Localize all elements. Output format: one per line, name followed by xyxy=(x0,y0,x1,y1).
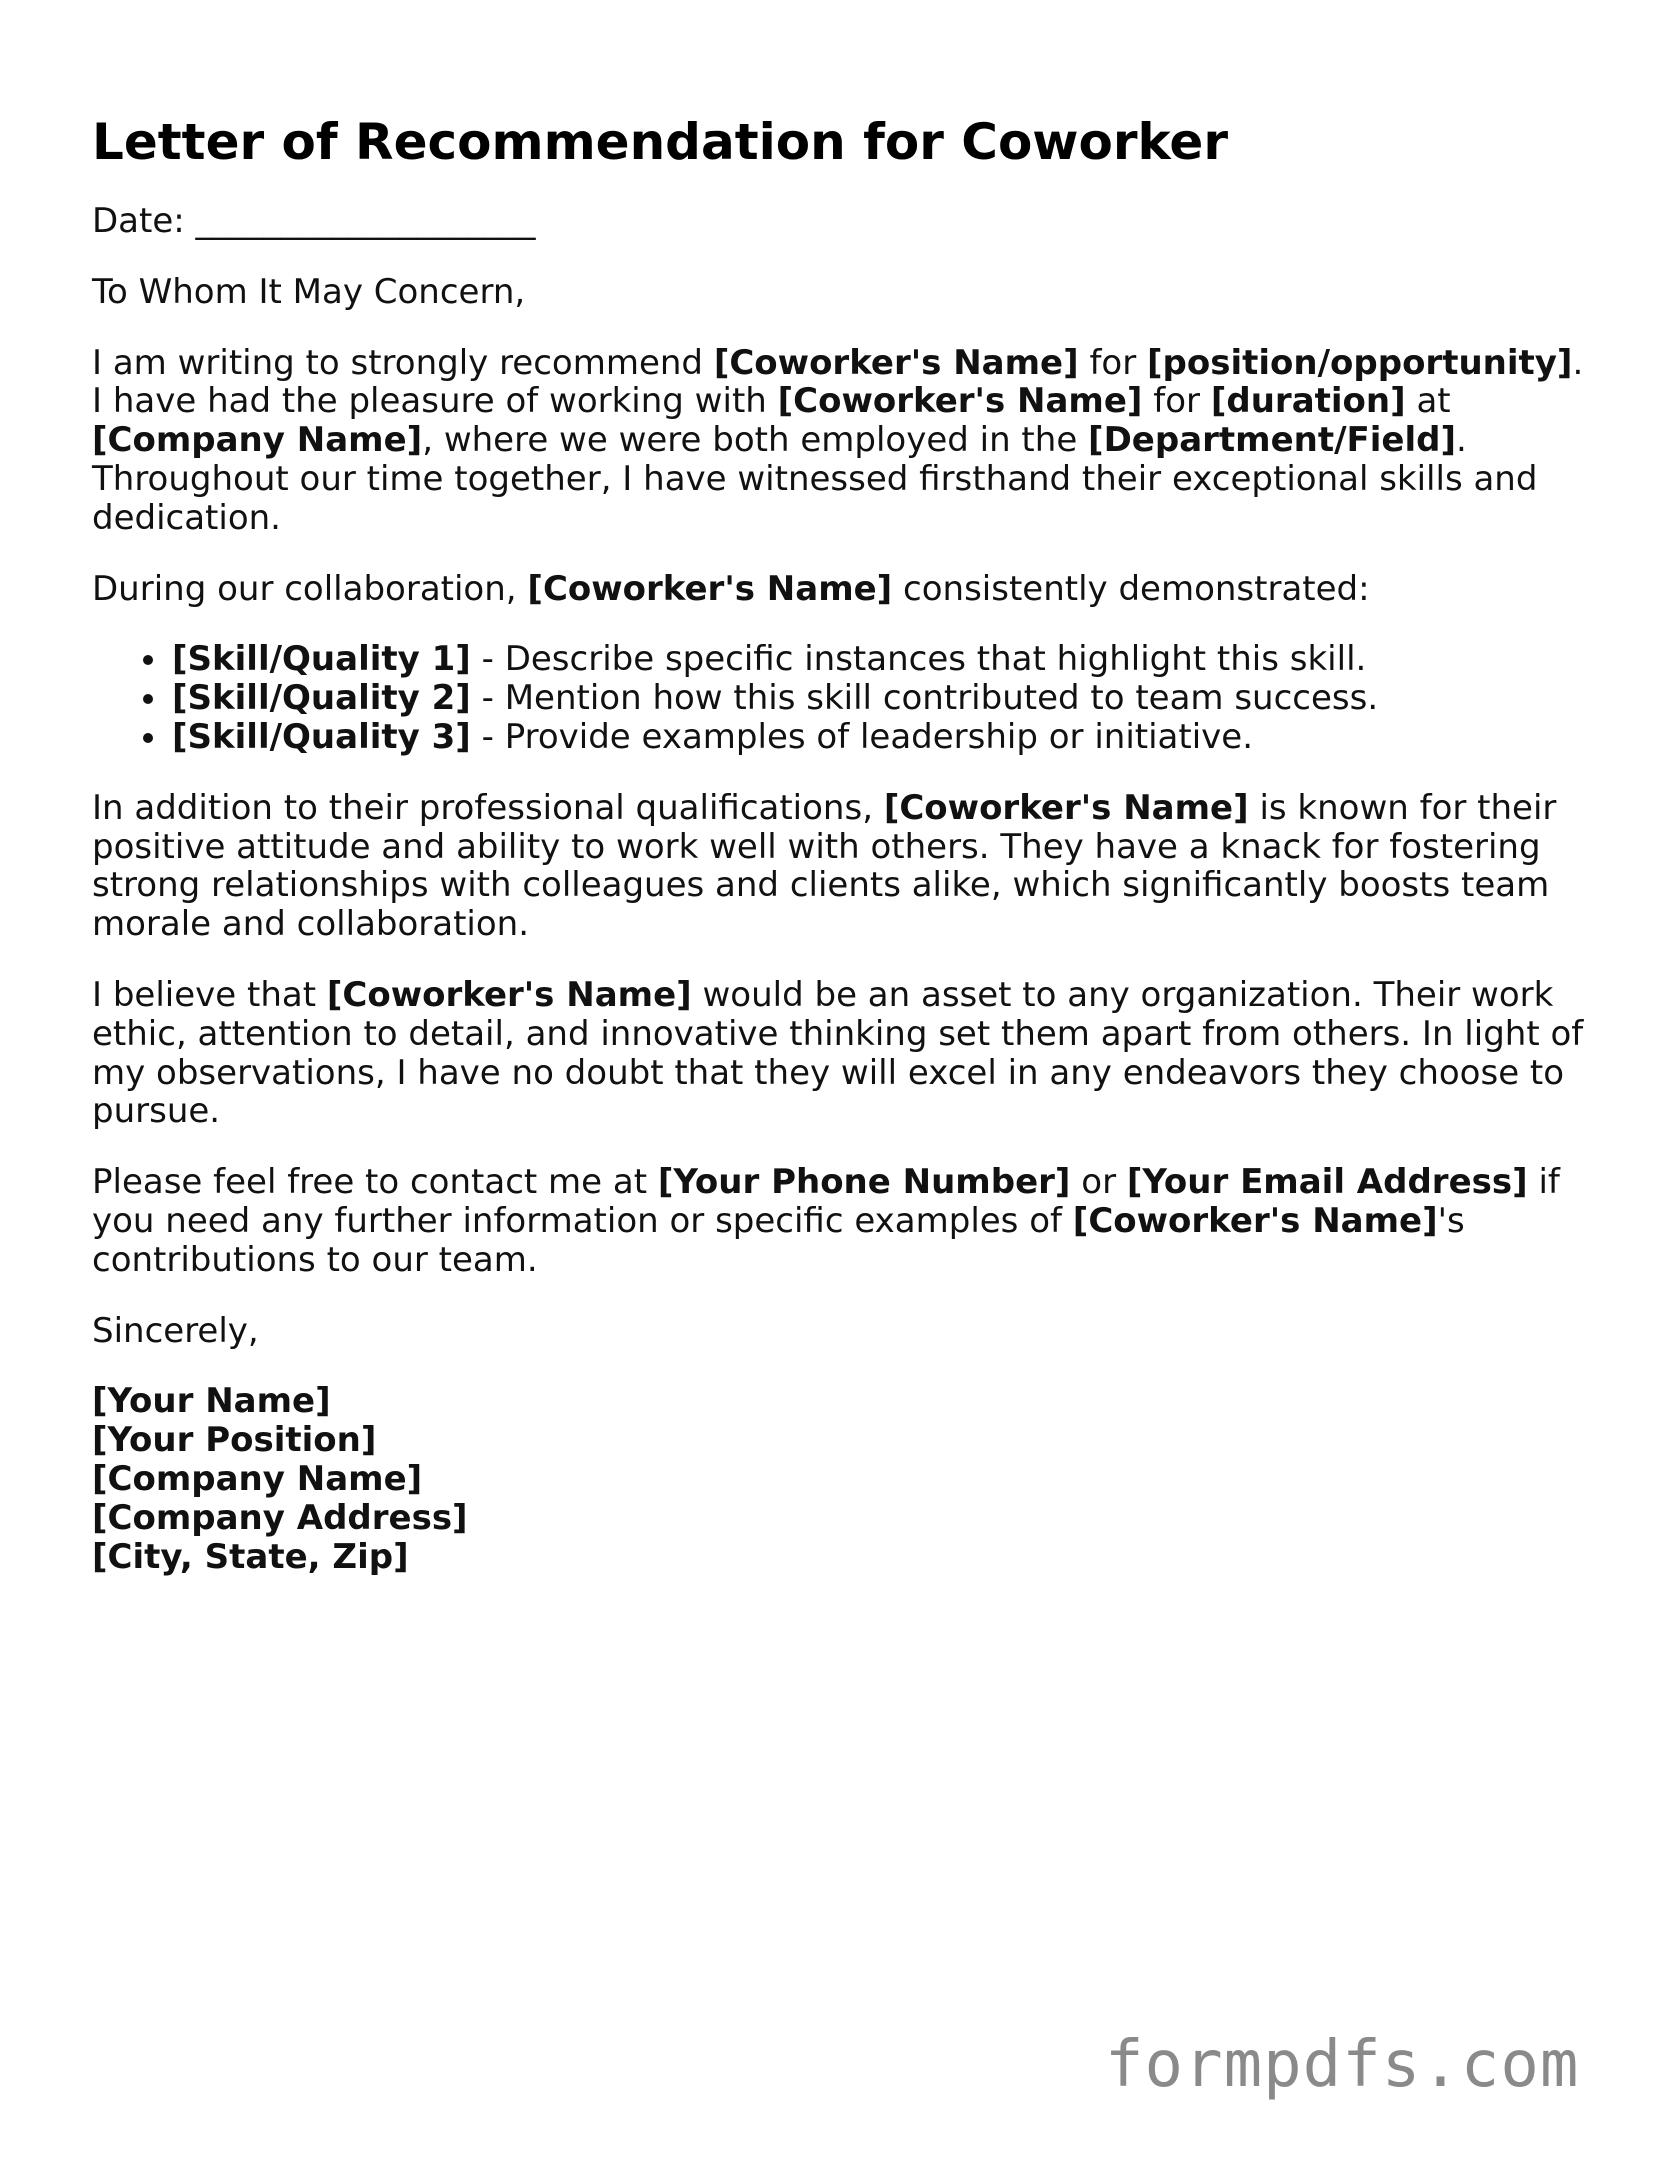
letter-page xyxy=(92,112,1592,1576)
watermark: formpdfs.com xyxy=(1105,2028,1580,2102)
placeholder-coworker-name: [Coworker's Name] xyxy=(713,342,1079,383)
skill-label: [Skill/Quality 1] xyxy=(172,639,471,680)
signature-name: [Your Name] xyxy=(92,1381,331,1422)
text: for xyxy=(1078,342,1148,383)
signature-position: [Your Position] xyxy=(92,1420,377,1461)
text: for xyxy=(1142,381,1211,422)
placeholder-email: [Your Email Address] xyxy=(1126,1162,1528,1203)
salutation: To Whom It May Concern, xyxy=(92,271,526,312)
skill-description: - Mention how this skill contributed to team success. xyxy=(470,678,1379,719)
placeholder-coworker-name: [Coworker's Name] xyxy=(527,568,893,609)
placeholder-coworker-name: [Coworker's Name] xyxy=(777,381,1143,422)
text: . Throughout our time together, I have witnessed firsthand their exceptional skills and dedication. xyxy=(92,420,1538,538)
text: , where we were both employed in the xyxy=(422,420,1089,461)
text: In addition to their professional qualifications, xyxy=(92,787,884,828)
placeholder-company-name: [Company Name] xyxy=(92,420,423,461)
text: I am writing to strongly recommend xyxy=(92,342,714,383)
list-item xyxy=(172,640,1592,679)
closing: Sincerely, xyxy=(92,1310,259,1351)
skills-list xyxy=(92,640,1592,756)
signature-address: [Company Address] xyxy=(92,1497,468,1538)
placeholder-coworker-name: [Coworker's Name] xyxy=(883,787,1249,828)
paragraph-intro xyxy=(92,344,1592,538)
signature-block xyxy=(92,1382,1592,1576)
text: consistently demonstrated: xyxy=(892,568,1370,609)
text: During our collaboration, xyxy=(92,568,528,609)
list-item xyxy=(172,718,1592,757)
text: 's contributions to our team. xyxy=(92,1200,1465,1280)
skill-label: [Skill/Quality 3] xyxy=(172,716,471,757)
date-line xyxy=(92,202,1592,241)
skill-label: [Skill/Quality 2] xyxy=(172,678,471,719)
paragraph-contact xyxy=(92,1163,1592,1279)
page-title: Letter of Recommendation for Coworker xyxy=(92,113,1228,171)
placeholder-coworker-name: [Coworker's Name] xyxy=(326,974,692,1015)
skill-description: - Describe specific instances that highlight this skill. xyxy=(470,639,1367,680)
signature-city: [City, State, Zip] xyxy=(92,1536,409,1577)
paragraph-qualifications xyxy=(92,789,1592,944)
text: would be an asset to any organization. Their work ethic, attention to detail, and innovative thinking set them apart from others. In light of my observations, I have no doubt that they will excel in any endeavors they choose to pursue. xyxy=(92,974,1584,1132)
text: . I have had the pleasure of working with xyxy=(92,342,1584,422)
placeholder-department: [Department/Field] xyxy=(1088,420,1457,461)
text: is known for their positive attitude and ability to work well with others. They have a knack for fostering strong relationships with colleagues and clients alike, which significantly boosts team morale and collaboration. xyxy=(92,787,1557,945)
placeholder-coworker-name: [Coworker's Name] xyxy=(1072,1200,1438,1241)
placeholder-phone: [Your Phone Number] xyxy=(657,1162,1071,1203)
text: at xyxy=(1405,381,1451,422)
date-label: Date: xyxy=(92,201,185,241)
paragraph-collaboration xyxy=(92,570,1592,609)
text: if you need any further information or specific examples of xyxy=(92,1162,1560,1241)
list-item xyxy=(172,679,1592,718)
placeholder-position: [position/opportunity] xyxy=(1147,342,1573,383)
placeholder-duration: [duration] xyxy=(1210,381,1406,422)
paragraph-asset xyxy=(92,976,1592,1131)
skill-description: - Provide examples of leadership or initiative. xyxy=(470,716,1254,757)
date-blank: ____________________ xyxy=(195,201,536,241)
text: I believe that xyxy=(92,974,327,1015)
text: or xyxy=(1070,1162,1127,1203)
signature-company: [Company Name] xyxy=(92,1458,423,1499)
text: Please feel free to contact me at xyxy=(92,1162,658,1203)
